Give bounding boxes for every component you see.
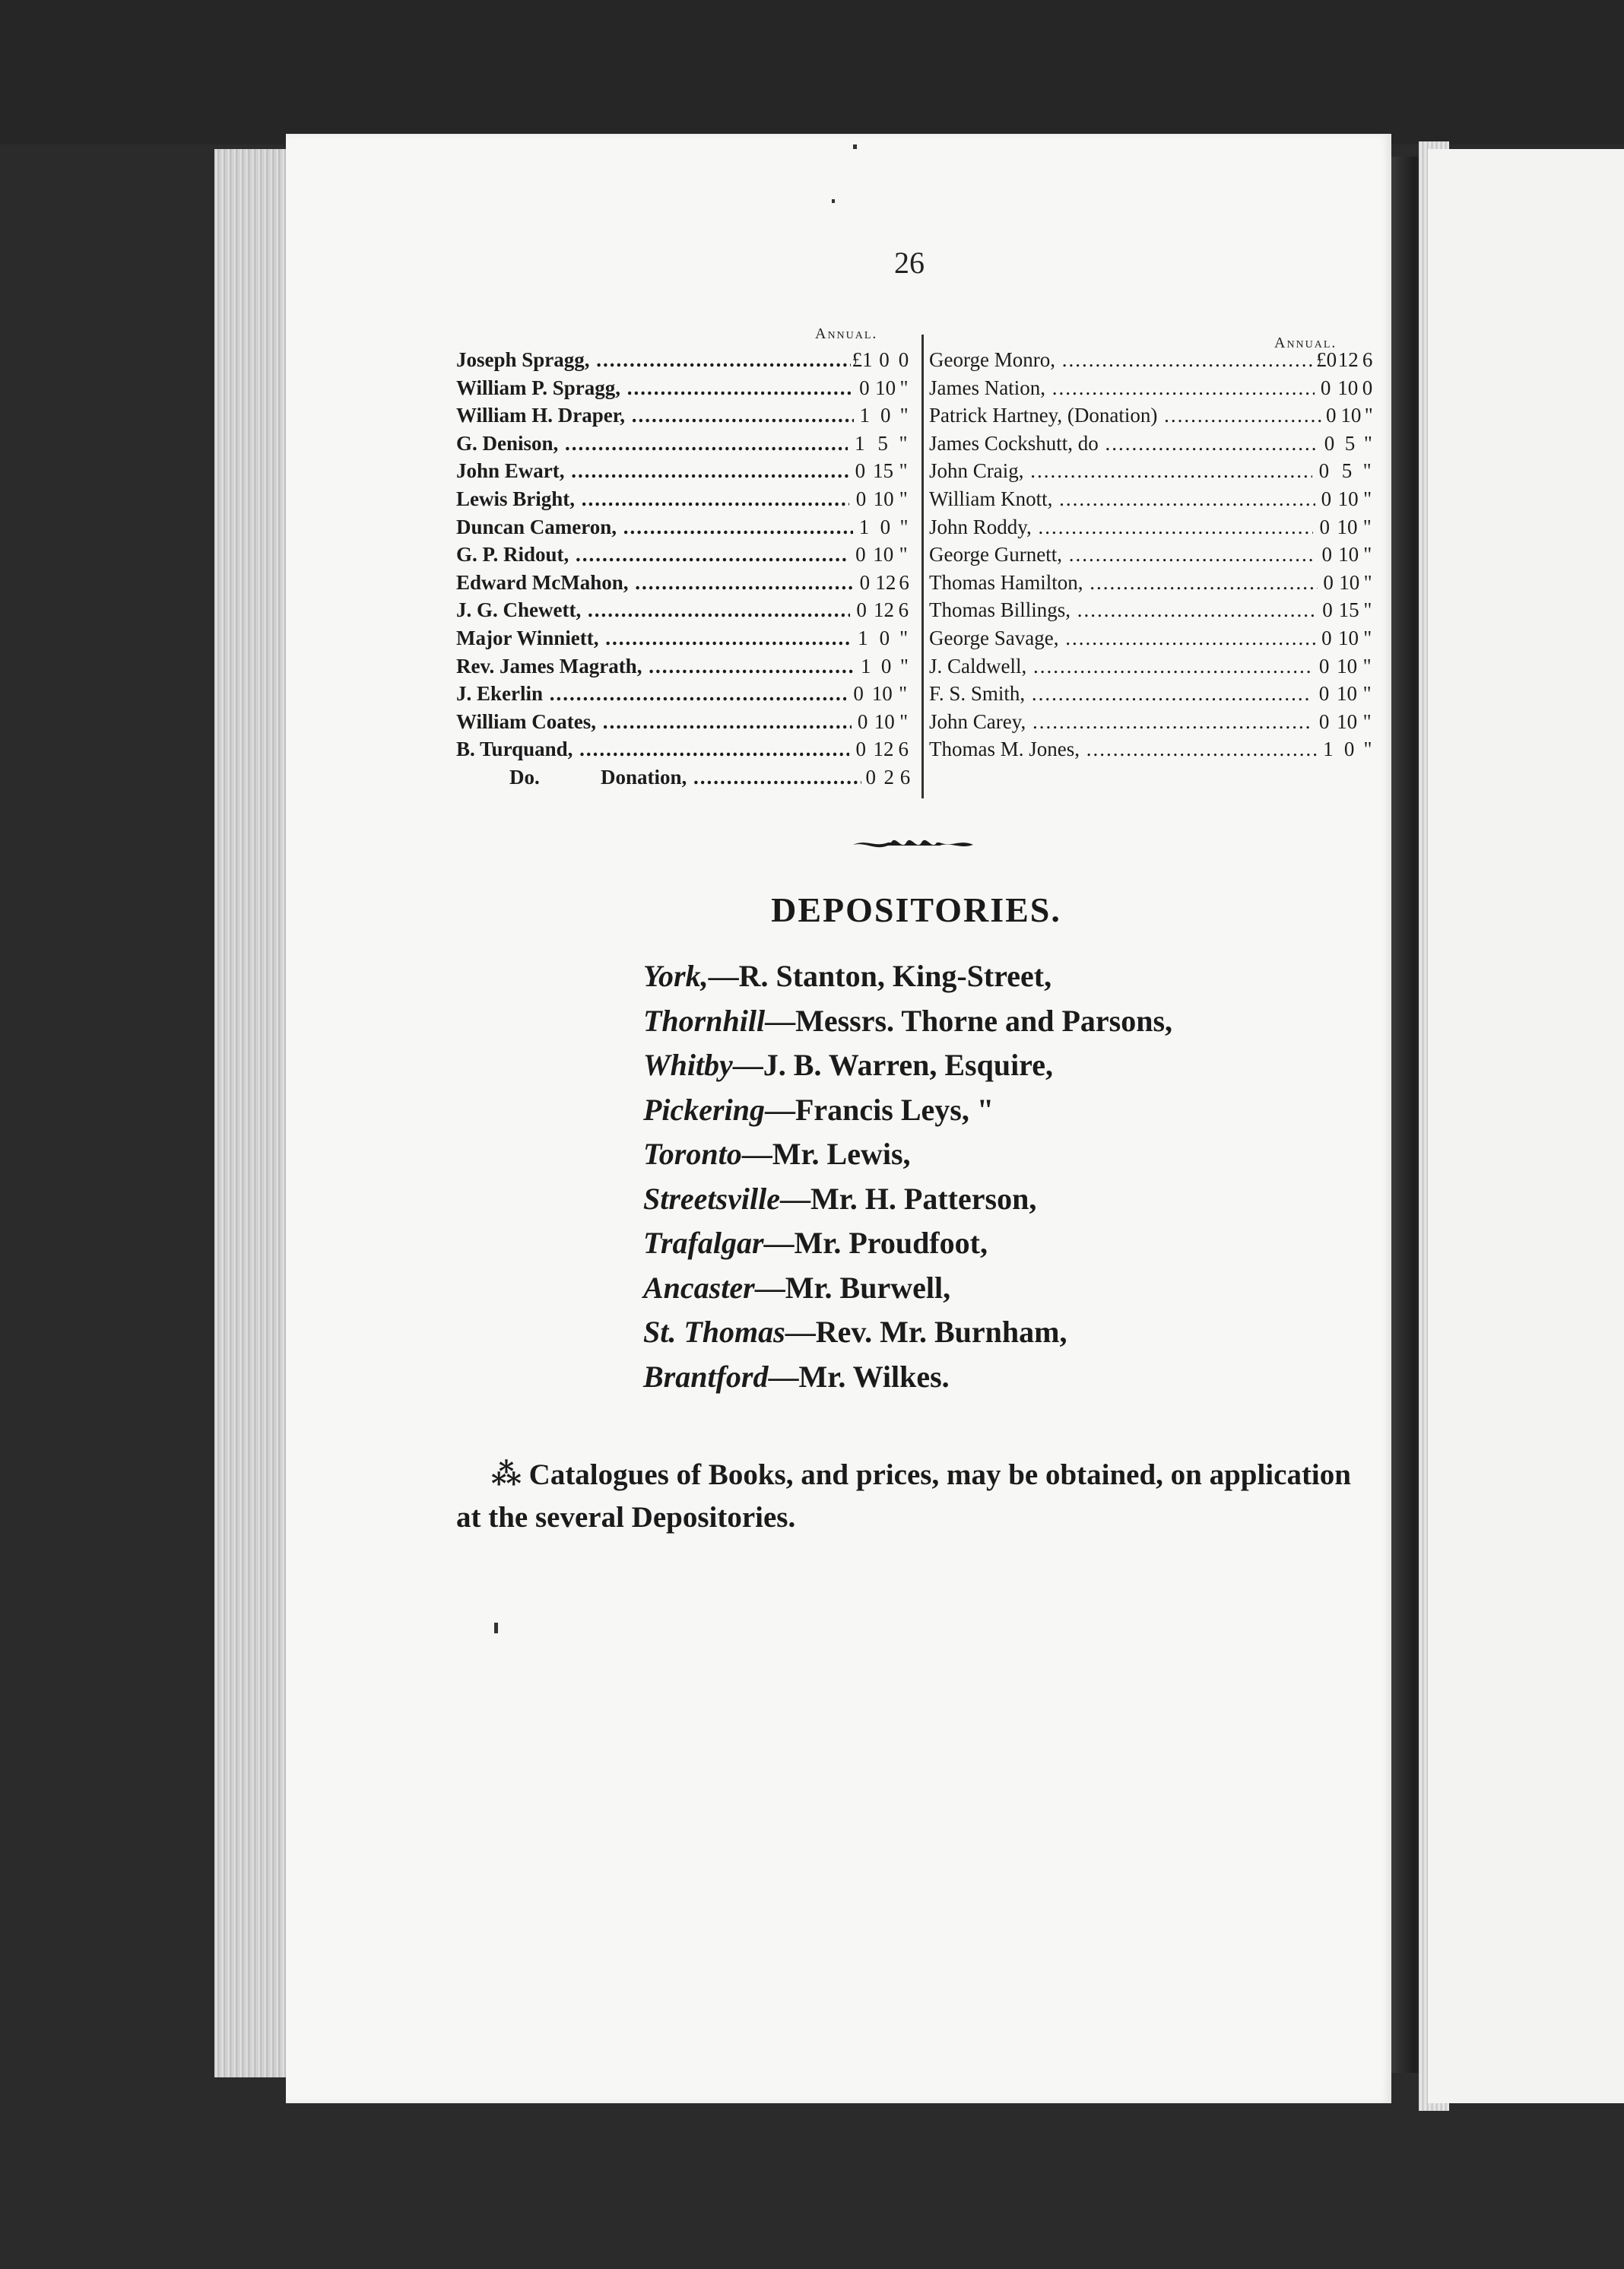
amount-pence: 6 (1362, 348, 1373, 371)
subscriber-name-text: William Knott, (929, 487, 1053, 510)
subscriber-name (929, 432, 1319, 455)
amount-pounds: 0 (1322, 598, 1333, 622)
subscriber-name (929, 376, 1315, 400)
amount-shillings: 10 (1337, 515, 1358, 538)
amount-pounds: 0 (1319, 515, 1330, 538)
amount-pounds: 0 (855, 738, 867, 761)
amount-pounds: 0 (856, 598, 867, 622)
subscriber-name (929, 627, 1315, 650)
subscriber-name-text: J. G. Chewett, (456, 598, 582, 622)
subscriber-name-text: Patrick Hartney, (Donation) (929, 404, 1158, 427)
subscriber-row (456, 766, 912, 794)
subscriber-name (456, 516, 853, 539)
amount-pence: " (1362, 515, 1372, 538)
amount-pounds: 1 (858, 515, 870, 538)
depository-agent: —J. B. Warren, Esquire, (732, 1048, 1053, 1082)
subscriber-row (456, 738, 912, 766)
subscriber-row (929, 348, 1376, 376)
subscriber-row (456, 376, 912, 405)
amount-pounds: 0 (855, 459, 866, 483)
subscriber-name-text: John Craig, (929, 459, 1024, 483)
subscriber-list-left (456, 348, 912, 794)
amount-shillings: 12 (873, 598, 894, 622)
subscriber-row (929, 432, 1376, 460)
amount-pounds: 0 (857, 709, 868, 733)
subscriber-row (456, 598, 912, 627)
subscriber-name-text: William P. Spragg, (456, 376, 621, 399)
subscriber-row (929, 655, 1376, 683)
subscriber-name (456, 655, 855, 678)
amount-shillings: 10 (873, 487, 894, 510)
amount-pounds: 1 (855, 431, 865, 455)
amount-pence: " (1363, 626, 1372, 649)
subscriber-name (929, 487, 1315, 511)
amount-shillings: 12 (875, 570, 896, 594)
amount-pounds: 0 (1325, 404, 1337, 427)
subscriber-name-text: John Carey, (929, 709, 1026, 733)
depository-agent: —R. Stanton, King-Street, (708, 959, 1052, 993)
subscriber-name-text: George Gurnett, (929, 543, 1062, 566)
subscriber-name (929, 655, 1312, 678)
depository-item (643, 1359, 1172, 1404)
amount-pounds: 0 (1321, 543, 1332, 566)
page-stack-edge (214, 149, 287, 2077)
amount-pounds: 0 (853, 682, 864, 706)
amount-pounds: 0 (1321, 487, 1332, 510)
subscriber-row (929, 710, 1376, 738)
subscriber-row (929, 738, 1376, 766)
depository-place: Brantford (643, 1359, 769, 1394)
amount-pence: " (899, 709, 909, 733)
amount-pounds: 1 (860, 654, 871, 678)
subscriber-name (929, 571, 1318, 595)
subscriber-row (456, 543, 912, 571)
print-speck (832, 199, 835, 203)
depository-place: Toronto (643, 1137, 742, 1171)
amount-shillings: 10 (1337, 626, 1359, 649)
subscriber-row (929, 516, 1376, 544)
amount-pounds: 0 (1324, 431, 1335, 455)
amount-pence: " (1363, 598, 1372, 622)
amount-pounds: 1 (1323, 738, 1334, 761)
subscriber-name-text: Rev. James Magrath, (456, 654, 642, 678)
depository-agent: —Mr. Wilkes. (768, 1359, 950, 1394)
subscriber-name-text: Thomas Hamilton, (929, 570, 1083, 594)
depository-place: Ancaster (643, 1270, 755, 1305)
subscriber-name (929, 459, 1312, 483)
amount-shillings: 10 (1337, 682, 1358, 706)
subscriber-name-text: Thomas Billings, (929, 598, 1071, 622)
subscriber-row (929, 627, 1376, 655)
depository-place: Streetsville (643, 1181, 780, 1216)
subscriber-row (456, 710, 912, 738)
amount-shillings: 10 (1338, 543, 1359, 566)
amount-pence: 6 (899, 570, 909, 594)
amount-shillings: 2 (883, 765, 895, 789)
subscriber-name-text: Edward McMahon, (456, 570, 629, 594)
amount-shillings: 10 (1337, 487, 1359, 510)
amount-pence: " (1364, 404, 1373, 427)
amount-pence: " (1363, 570, 1372, 594)
subscriber-row (929, 487, 1376, 516)
amount-shillings: 5 (877, 431, 888, 455)
subscriber-name-text: James Nation, (929, 376, 1045, 399)
subscriber-name (929, 598, 1317, 622)
amount-pence: " (1362, 709, 1372, 733)
amount-pounds: 1 (859, 404, 870, 427)
amount-pence: " (1363, 543, 1372, 566)
subscriber-name (456, 598, 850, 622)
amount-pounds: 0 (855, 543, 866, 566)
subscriber-name (456, 487, 849, 511)
amount-pence: " (899, 487, 908, 510)
subscriber-name-text: J. Caldwell, (929, 654, 1027, 678)
amount-pence: 6 (899, 765, 911, 789)
subscriber-name (456, 627, 852, 650)
depository-agent: —Mr. Burwell, (754, 1270, 951, 1305)
subscriber-name (929, 543, 1316, 566)
amount-shillings: 0 (880, 654, 892, 678)
depository-item (643, 1003, 1172, 1048)
amount-pence: " (1363, 487, 1372, 510)
subscriber-name (456, 571, 854, 595)
subscriber-row (456, 516, 912, 544)
amount-shillings: 0 (1343, 738, 1355, 761)
amount-pounds: £0 (1316, 348, 1337, 371)
subscriber-name-text: Duncan Cameron, (456, 515, 617, 538)
depositories-list (643, 958, 1172, 1403)
subscriber-name (929, 738, 1318, 761)
amount-shillings: 10 (1337, 654, 1358, 678)
amount-shillings: 15 (873, 459, 893, 483)
subscriber-row (929, 376, 1376, 405)
amount-pounds: 0 (1318, 654, 1330, 678)
subscriber-name (929, 348, 1315, 372)
print-speck (853, 144, 857, 149)
subscriber-name (456, 543, 849, 566)
subscriber-row (456, 682, 912, 710)
depository-place: Pickering (643, 1092, 765, 1127)
subscriber-name-text: Thomas M. Jones, (929, 738, 1080, 761)
amount-shillings: 12 (873, 738, 894, 761)
subscriber-name-text: B. Turquand, (456, 738, 573, 761)
catalogue-note-text: Catalogues of Books, and prices, may be obtained, on application at the several Depositories. (456, 1458, 1351, 1534)
depository-item (643, 1181, 1172, 1226)
subscriber-name (929, 516, 1313, 539)
subscriber-name-text: William Coates, (456, 709, 596, 733)
depository-place: Trafalgar (643, 1226, 764, 1260)
catalogue-note (456, 1454, 1376, 1539)
amount-pence: " (899, 404, 909, 427)
depository-place: Thornhill (643, 1003, 766, 1038)
subscriber-name (456, 432, 848, 455)
subscriber-name-text: John Ewart, (456, 459, 565, 483)
subscriber-name (456, 376, 854, 400)
amount-shillings: 10 (1340, 404, 1362, 427)
depository-item (643, 1314, 1172, 1359)
subscriber-name-text: George Savage, (929, 626, 1059, 649)
subscriber-row (929, 682, 1376, 710)
amount-pence: 6 (898, 738, 909, 761)
depository-item (643, 1225, 1172, 1270)
amount-shillings: 10 (875, 376, 896, 399)
subscriber-name-text: Major Winniett, (456, 626, 599, 649)
amount-pence: 6 (898, 598, 909, 622)
subscriber-name-text: J. Ekerlin (456, 682, 544, 706)
depository-place: Whitby (643, 1048, 733, 1082)
print-speck (494, 1623, 498, 1633)
subscriber-name-text: G. Denison, (456, 431, 559, 455)
subscriber-row (456, 487, 912, 516)
amount-pence: 0 (1362, 376, 1373, 399)
amount-pounds: £1 (852, 348, 873, 371)
ditto-mark: Do. (509, 765, 540, 789)
depository-agent: —Mr. Lewis, (741, 1137, 911, 1171)
amount-pence: " (899, 543, 908, 566)
scanner-background (0, 0, 1624, 144)
subscriber-name-text: James Cockshutt, do (929, 431, 1099, 455)
amount-pence: " (899, 459, 908, 483)
facing-page (1428, 149, 1624, 2103)
page-number: 26 (894, 246, 925, 280)
amount-pounds: 1 (858, 626, 868, 649)
amount-pence: " (899, 515, 909, 538)
amount-pence: " (899, 376, 909, 399)
amount-shillings: 5 (1341, 459, 1353, 483)
amount-pence: 0 (898, 348, 909, 371)
subscriber-name-text: John Roddy, (929, 515, 1032, 538)
amount-pounds: 0 (1320, 376, 1331, 399)
amount-shillings: 12 (1337, 348, 1359, 371)
subscriber-list-right (929, 348, 1376, 766)
amount-pounds: 0 (1318, 459, 1330, 483)
subscriber-name (456, 766, 861, 789)
amount-pounds: 0 (859, 570, 871, 594)
subscriber-name (929, 404, 1321, 427)
amount-shillings: 10 (874, 709, 895, 733)
column-divider (921, 335, 924, 798)
asterism-icon: ⁂ (491, 1458, 522, 1491)
subscriber-row (456, 655, 912, 683)
amount-shillings: 0 (879, 626, 890, 649)
amount-shillings: 0 (879, 348, 890, 371)
subscriber-name-text: George Monro, (929, 348, 1055, 371)
depository-item (643, 958, 1172, 1003)
amount-pence: " (1362, 459, 1372, 483)
amount-pence: " (899, 682, 908, 706)
depository-agent: —Rev. Mr. Burnham, (785, 1315, 1067, 1349)
amount-pence: " (1362, 654, 1372, 678)
subscriber-name (456, 348, 851, 372)
subscriber-row (929, 543, 1376, 571)
subscriber-name (929, 682, 1312, 706)
subscriber-row (929, 598, 1376, 627)
amount-pence: " (899, 654, 909, 678)
depository-item (643, 1092, 1172, 1137)
annual-column-label-left: Annual. (815, 325, 878, 342)
subscriber-name (456, 404, 854, 427)
amount-pence: " (899, 431, 908, 455)
subscriber-row (456, 571, 912, 599)
amount-shillings: 0 (880, 515, 891, 538)
depository-item (643, 1270, 1172, 1315)
amount-pounds: 0 (859, 376, 870, 399)
depository-agent: —Francis Leys, " (764, 1092, 994, 1127)
annual-column-label-right: Annual. (1274, 335, 1337, 351)
amount-shillings: 10 (1339, 570, 1360, 594)
amount-pounds: 0 (1321, 626, 1332, 649)
subscriber-name-text: Joseph Spragg, (456, 348, 590, 371)
depository-agent: —Mr. Proudfoot, (763, 1226, 988, 1260)
depository-item (643, 1136, 1172, 1181)
subscriber-name (929, 710, 1312, 734)
ornament-rule (852, 833, 975, 854)
amount-shillings: 10 (1337, 709, 1358, 733)
amount-shillings: 15 (1338, 598, 1359, 622)
depository-agent: —Messrs. Thorne and Parsons, (765, 1003, 1173, 1038)
subscriber-name-text: G. P. Ridout, (456, 543, 569, 566)
amount-pounds: 0 (1323, 570, 1334, 594)
amount-shillings: 10 (871, 682, 893, 706)
subscriber-name-text: William H. Draper, (456, 404, 625, 427)
subscriber-row (456, 432, 912, 460)
amount-pence: " (1363, 738, 1372, 761)
amount-pence: " (1362, 682, 1372, 706)
subscriber-name (456, 682, 846, 706)
amount-shillings: 5 (1344, 431, 1356, 455)
amount-pounds: 0 (855, 487, 867, 510)
subscriber-row (456, 627, 912, 655)
depositories-heading: DEPOSITORIES. (771, 890, 1061, 929)
subscriber-row (929, 571, 1376, 599)
depository-agent: —Mr. H. Patterson, (779, 1181, 1037, 1216)
subscriber-name (456, 710, 852, 734)
depository-place: York, (643, 959, 709, 993)
subscriber-row (929, 404, 1376, 432)
amount-pounds: 0 (865, 765, 876, 789)
amount-pounds: 0 (1318, 709, 1330, 733)
subscriber-row (456, 348, 912, 376)
subscriber-name (456, 738, 849, 761)
amount-shillings: 10 (1337, 376, 1359, 399)
subscriber-row (929, 459, 1376, 487)
depository-item (643, 1047, 1172, 1092)
subscriber-row (456, 404, 912, 432)
amount-shillings: 0 (880, 404, 891, 427)
amount-pounds: 0 (1318, 682, 1330, 706)
depository-place: St. Thomas (643, 1315, 785, 1349)
subscriber-name (456, 459, 848, 483)
subscriber-name-text: F. S. Smith, (929, 682, 1026, 706)
subscriber-name-text: Lewis Bright, (456, 487, 576, 510)
subscriber-row (456, 459, 912, 487)
amount-shillings: 10 (873, 543, 894, 566)
amount-pence: " (1363, 431, 1372, 455)
amount-pence: " (899, 626, 909, 649)
subscriber-name-text: Donation, (601, 765, 687, 789)
